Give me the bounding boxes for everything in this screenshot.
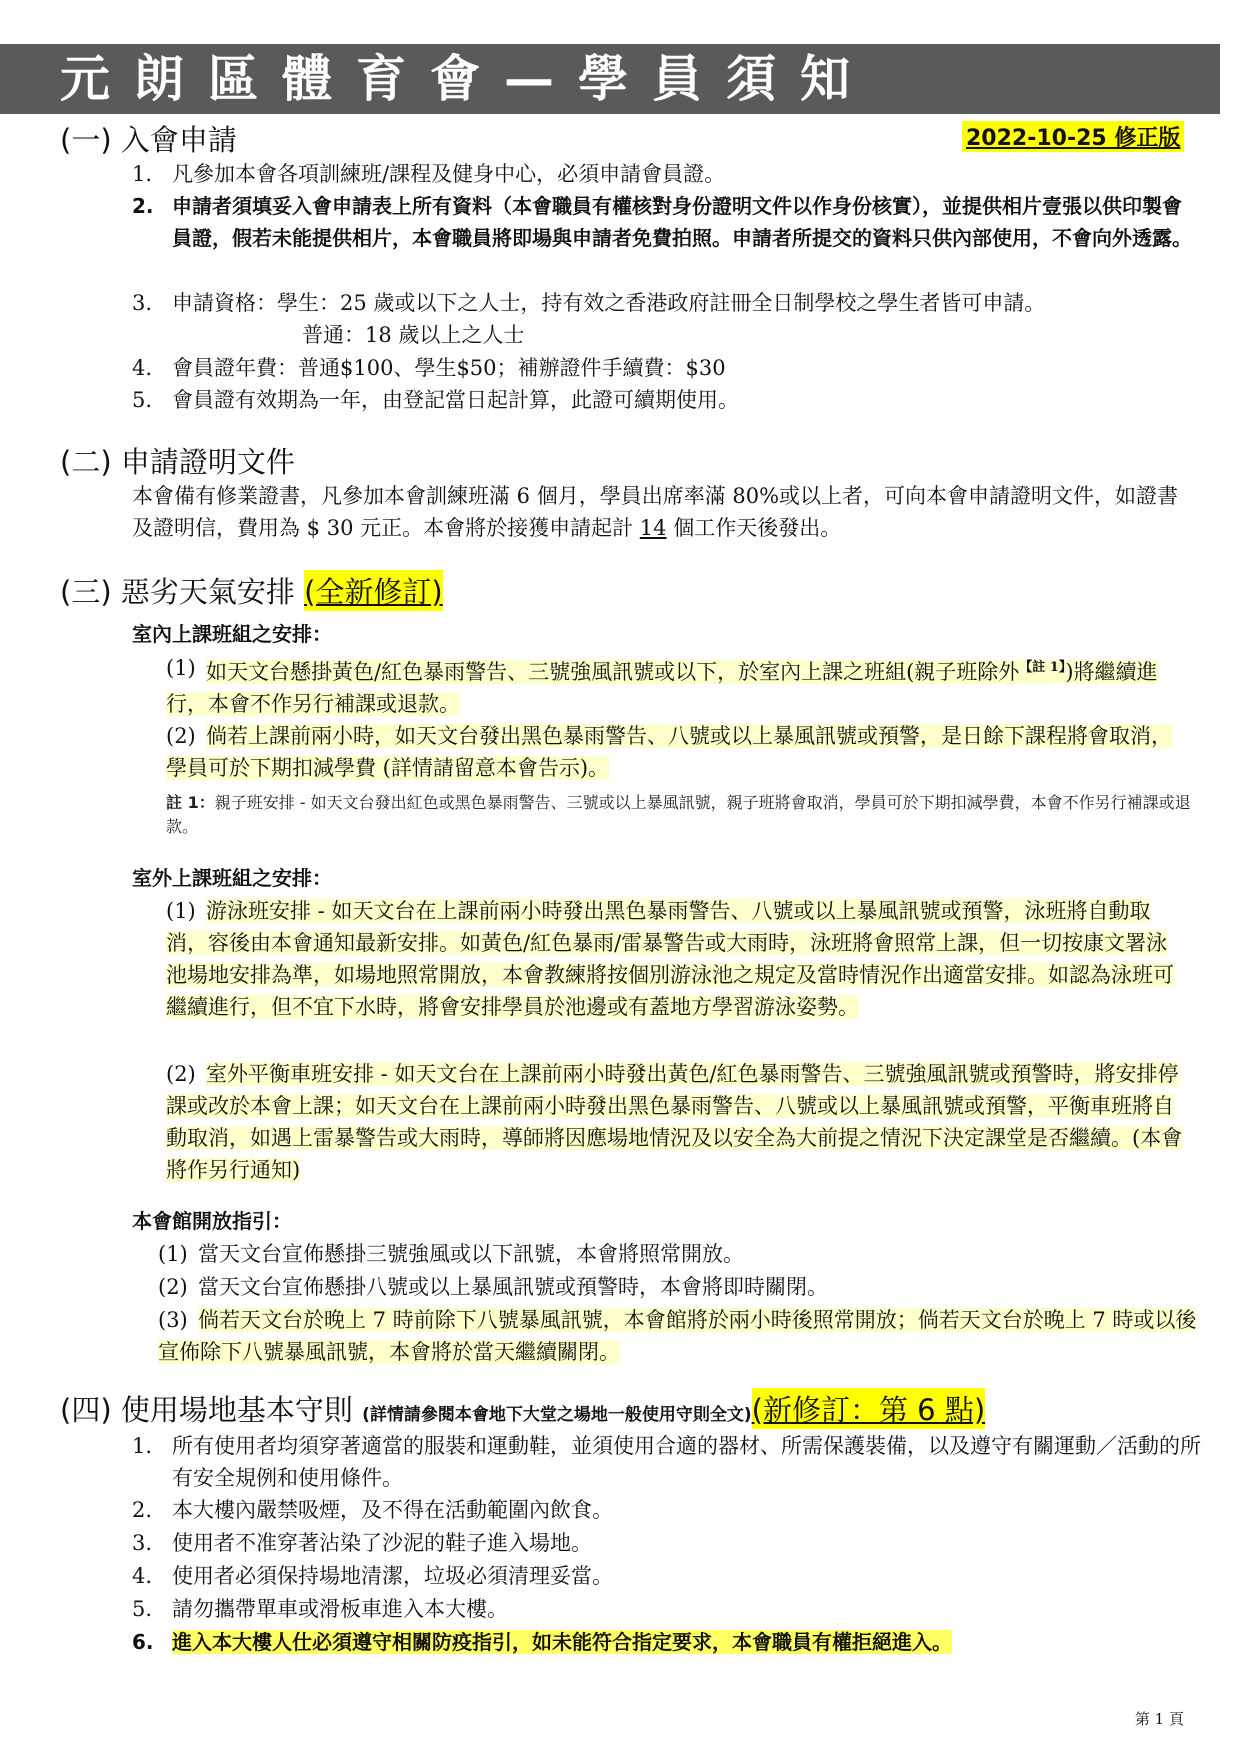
list-item: (2) 當天文台宣佈懸掛八號或以上暴風訊號或預警時，本會將即時關閉。 — [158, 1275, 828, 1299]
list-item: (1) 當天文台宣佈懸掛三號強風或以下訊號，本會將照常開放。 — [158, 1242, 744, 1266]
outdoor-subheading: 室外上課班組之安排： — [132, 866, 332, 890]
list-item: 4. 會員證年費：普通$100、學生$50；補辦證件手續費：$30 — [132, 356, 726, 380]
list-item: 3. 申請資格：學生：25 歲或以下之人士，持有效之香港政府註冊全日制學校之學生者皆可申請。 普通：18 歲以上之人士 — [132, 291, 1046, 347]
new-revision-tag: (全新修訂) — [304, 570, 443, 611]
section-2-body: 本會備有修業證書，凡參加本會訓練班滿 6 個月，學員出席率滿 80%或以上者，可向本會申請證明文件，如證書及證明信，費用為 $ 30 元正。本會將於接獲申請起計 14 個工作天後發出。 — [132, 484, 1179, 540]
list-item: (3) 倘若天文台於晚上 7 時前除下八號暴風訊號，本會館將於兩小時後照常開放；倘若天文台於晚上 7 時或以後宣佈除下八號暴風訊號，本會將於當天繼續關閉。 — [158, 1308, 1197, 1364]
list-item: 6. 進入本大樓人仕必須遵守相關防疫指引，如未能符合指定要求，本會職員有權拒絕進入。 — [132, 1630, 952, 1654]
page-title: 元朗區體育會—學員須知 — [60, 50, 874, 108]
list-item: 1. 所有使用者均須穿著適當的服裝和運動鞋，並須使用合適的器材、所需保護裝備，以及遵守有關運動／活動的所有安全規例和使用條件。 — [132, 1434, 1201, 1490]
section-4-heading: (四) 使用場地基本守則 (詳情請參閱本會地下大堂之場地一般使用守則全文)(新修訂：第 6 點) — [60, 1388, 985, 1429]
list-item: 4. 使用者必須保持場地清潔，垃圾必須清理妥當。 — [132, 1564, 613, 1588]
revision-tag: (新修訂：第 6 點) — [752, 1388, 986, 1429]
list-item: 3. 使用者不准穿著沾染了沙泥的鞋子進入場地。 — [132, 1531, 592, 1555]
venue-subheading: 本會館開放指引： — [132, 1209, 292, 1233]
indoor-subheading: 室內上課班組之安排： — [132, 622, 332, 646]
list-item: (1) 如天文台懸掛黃色/紅色暴雨警告、三號強風訊號或以下，於室內上課之班組(親子班除外$^{【註 1】}$)將繼續進行，本會不作另行補課或退款。 — [166, 656, 1158, 716]
footnote-1: 註 1：親子班安排 - 如天文台發出紅色或黑色暴雨警告、三號或以上暴風訊號，親子班將會取消，學員可於下期扣減學費，本會不作另行補課或退款。 — [166, 793, 1191, 836]
revision-badge: 2022-10-25 修正版 — [962, 121, 1184, 152]
list-item: 5. 會員證有效期為一年，由登記當日起計算，此證可續期使用。 — [132, 388, 739, 412]
list-item: 1. 凡參加本會各項訓練班/課程及健身中心，必須申請會員證。 — [132, 162, 726, 186]
list-item: (1) 游泳班安排 - 如天文台在上課前兩小時發出黑色暴雨警告、八號或以上暴風訊號或預警，泳班將自動取消，容後由本會通知最新安排。如黃色/紅色暴雨/雷暴警告或大雨時，泳班將會照常上課，但一切按康文署泳池場地安排為準，如場地照常開放，本會教練將按個別游泳池之規定及當時情況作出適當安排。如認為泳班可繼續進行，但不宜下水時，將會安排學員於池邊或有蓋地方學習游泳姿勢。 — [166, 899, 1174, 1019]
list-item: 2. 本大樓內嚴禁吸煙，及不得在活動範圍內飲食。 — [132, 1498, 613, 1522]
page-number: 第 1 頁 — [1134, 1710, 1184, 1728]
section-1-heading: (一) 入會申請 — [60, 123, 237, 157]
list-item: 2. 申請者須填妥入會申請表上所有資料（本會職員有權核對身份證明文件以作身份核實），並提供相片壹張以供印製會員證，假若未能提供相片，本會職員將即場與申請者免費拍照。申請者所提交的資料只供內部使用，不會向外透露。 — [132, 194, 1192, 250]
list-item: (2) 倘若上課前兩小時，如天文台發出黑色暴雨警告、八號或以上暴風訊號或預警，是日餘下課程將會取消，學員可於下期扣減學費 (詳情請留意本會告示)。 — [166, 724, 1172, 780]
list-item: (2) 室外平衡車班安排 - 如天文台在上課前兩小時發出黃色/紅色暴雨警告、三號強風訊號或預警時，將安排停課或改於本會上課；如天文台在上課前兩小時發出黑色暴雨警告、八號或以上暴風訊號或預警，平衡車班將自動取消，如遇上雷暴警告或大雨時，導師將因應場地情況及以安全為大前提之情況下決定課堂是否繼續。(本會將作另行通知) — [166, 1062, 1183, 1182]
section-3-heading: (三) 惡劣天氣安排 (全新修訂) — [60, 570, 443, 611]
list-item: 5. 請勿攜帶單車或滑板車進入本大樓。 — [132, 1597, 508, 1621]
section-2-heading: (二) 申請證明文件 — [60, 445, 295, 479]
section-4-note: (詳情請參閱本會地下大堂之場地一般使用守則全文) — [362, 1405, 752, 1425]
